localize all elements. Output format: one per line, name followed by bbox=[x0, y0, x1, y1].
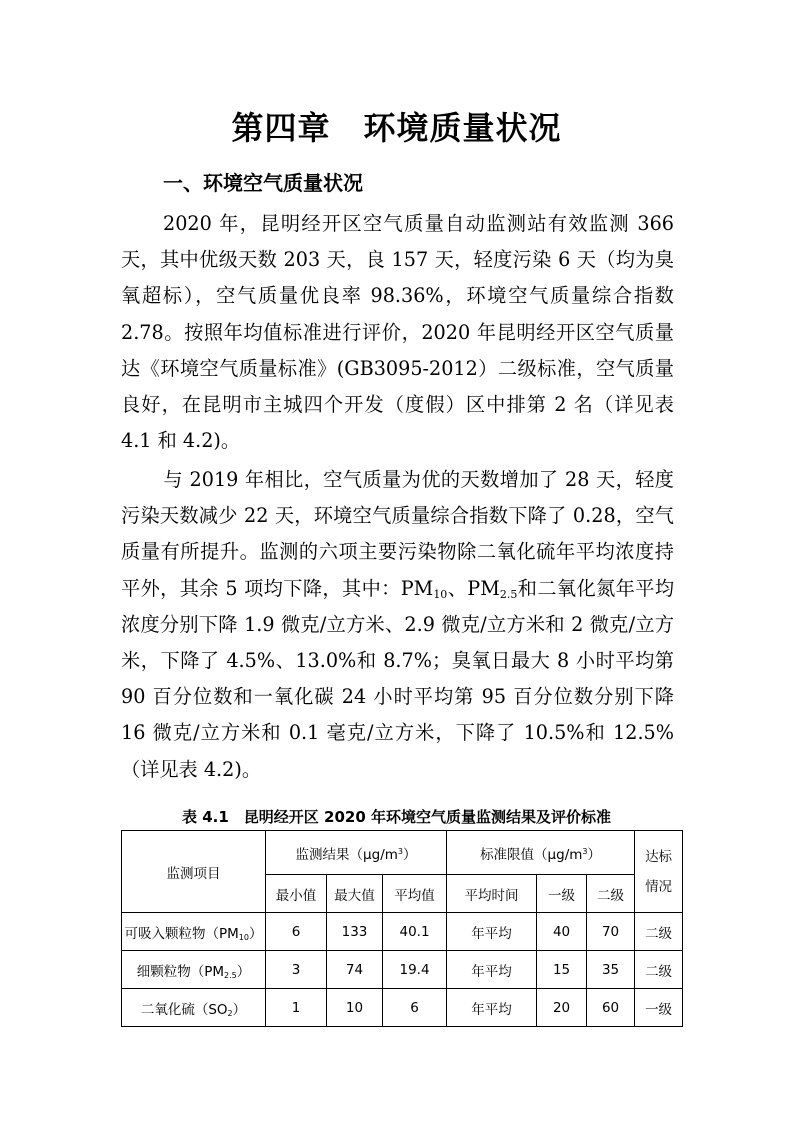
section-heading: 一、环境空气质量状况 bbox=[163, 171, 363, 195]
paragraph-1-text: 2020 年，昆明经开区空气质量自动监测站有效监测 366 天，其中优级天数 203 天，良 157 天，轻度污染 6 天（均为臭氧超标），空气质量优良率 98.36%，环境空气质量综合指数 2.78。按照年均值标准进行评价，2020 年昆明经开区空气质量达《环境空气质量标准》(GB3095-2012）二级标准，空气质量良好，在昆明市主城四个开发（度假）区中排第 2 名（详见表 4.1 和 4.2)。 bbox=[121, 212, 674, 453]
table-caption: 表 4.1 昆明经开区 2020 年环境空气质量监测结果及评价标准 bbox=[182, 808, 611, 826]
pm25-subscript: 2.5 bbox=[499, 587, 518, 601]
row-avg: 6 bbox=[383, 989, 447, 1027]
table-row bbox=[122, 989, 683, 1027]
header-max: 最大值 bbox=[327, 875, 383, 913]
pm10-subscript: 10 bbox=[433, 587, 448, 601]
row-min: 6 bbox=[266, 913, 327, 951]
row-item: 二氧化硫$(SO_2)$ bbox=[122, 989, 266, 1027]
table-row bbox=[122, 913, 683, 951]
row-grade2: 60 bbox=[587, 989, 635, 1027]
row-avg: 40.1 bbox=[383, 913, 447, 951]
row-grade1: 40 bbox=[537, 913, 587, 951]
row-item: 细颗粒物$(PM_{2.5})$ bbox=[122, 951, 266, 989]
row-item: 可吸入颗粒物$(PM_{10})$ bbox=[122, 913, 266, 951]
header-compliance: 达标 情况 bbox=[635, 831, 683, 913]
row-max: 133 bbox=[327, 913, 383, 951]
row-period: 年平均 bbox=[447, 989, 537, 1027]
row-grade1: 20 bbox=[537, 989, 587, 1027]
row-max: 10 bbox=[327, 989, 383, 1027]
row-period: 年平均 bbox=[447, 951, 537, 989]
paragraph-2-text-b: 、PM bbox=[447, 576, 500, 600]
header-min: 最小值 bbox=[266, 875, 327, 913]
paragraph-2 bbox=[121, 462, 674, 788]
header-item: 监测项目 bbox=[122, 831, 266, 913]
row-period: 年平均 bbox=[447, 913, 537, 951]
row-status: 二级 bbox=[635, 913, 683, 951]
row-status: 一级 bbox=[635, 989, 683, 1027]
paragraph-2-text-c: 和二氧化氮年平均浓度分别下降 1.9 微克/立方米、2.9 微克/立方米和 2 微克/立方米，下降了 4.5%、13.0%和 8.7%；臭氧日最大 8 小时平均第 90 百分位数和一氧化碳 24 小时平均第 95 百分位数分别下降 16 微克/立方米和 0.1 毫克/立方米，下降了 10.5%和 12.5%（详见表 4.2)。 bbox=[121, 576, 675, 781]
header-avg: 平均值 bbox=[383, 875, 447, 913]
chapter-title: 第四章 环境质量状况 bbox=[231, 109, 562, 147]
air-quality-table bbox=[121, 830, 683, 1027]
row-grade2: 35 bbox=[587, 951, 635, 989]
row-min: 3 bbox=[266, 951, 327, 989]
row-grade2: 70 bbox=[587, 913, 635, 951]
table-row bbox=[122, 951, 683, 989]
row-max: 74 bbox=[327, 951, 383, 989]
paragraph-2-text-a: 与 2019 年相比，空气质量为优的天数增加了 28 天，轻度污染天数减少 22 天，环境空气质量综合指数下降了 0.28，空气质量有所提升。监测的六项主要污染物除二氧化硫年平均浓度持平外，其余 5 项均下降，其中：PM bbox=[121, 468, 674, 600]
paragraph-1 bbox=[121, 206, 674, 459]
row-min: 1 bbox=[266, 989, 327, 1027]
header-grade1: 一级 bbox=[537, 875, 587, 913]
header-grade2: 二级 bbox=[587, 875, 635, 913]
row-avg: 19.4 bbox=[383, 951, 447, 989]
header-results: 监测结果$(\mu g/m^3)$ bbox=[266, 831, 447, 875]
row-grade1: 15 bbox=[537, 951, 587, 989]
header-standard: 标准限值$(\mu g/m^3)$ bbox=[447, 831, 635, 875]
header-period: 平均时间 bbox=[447, 875, 537, 913]
row-status: 二级 bbox=[635, 951, 683, 989]
